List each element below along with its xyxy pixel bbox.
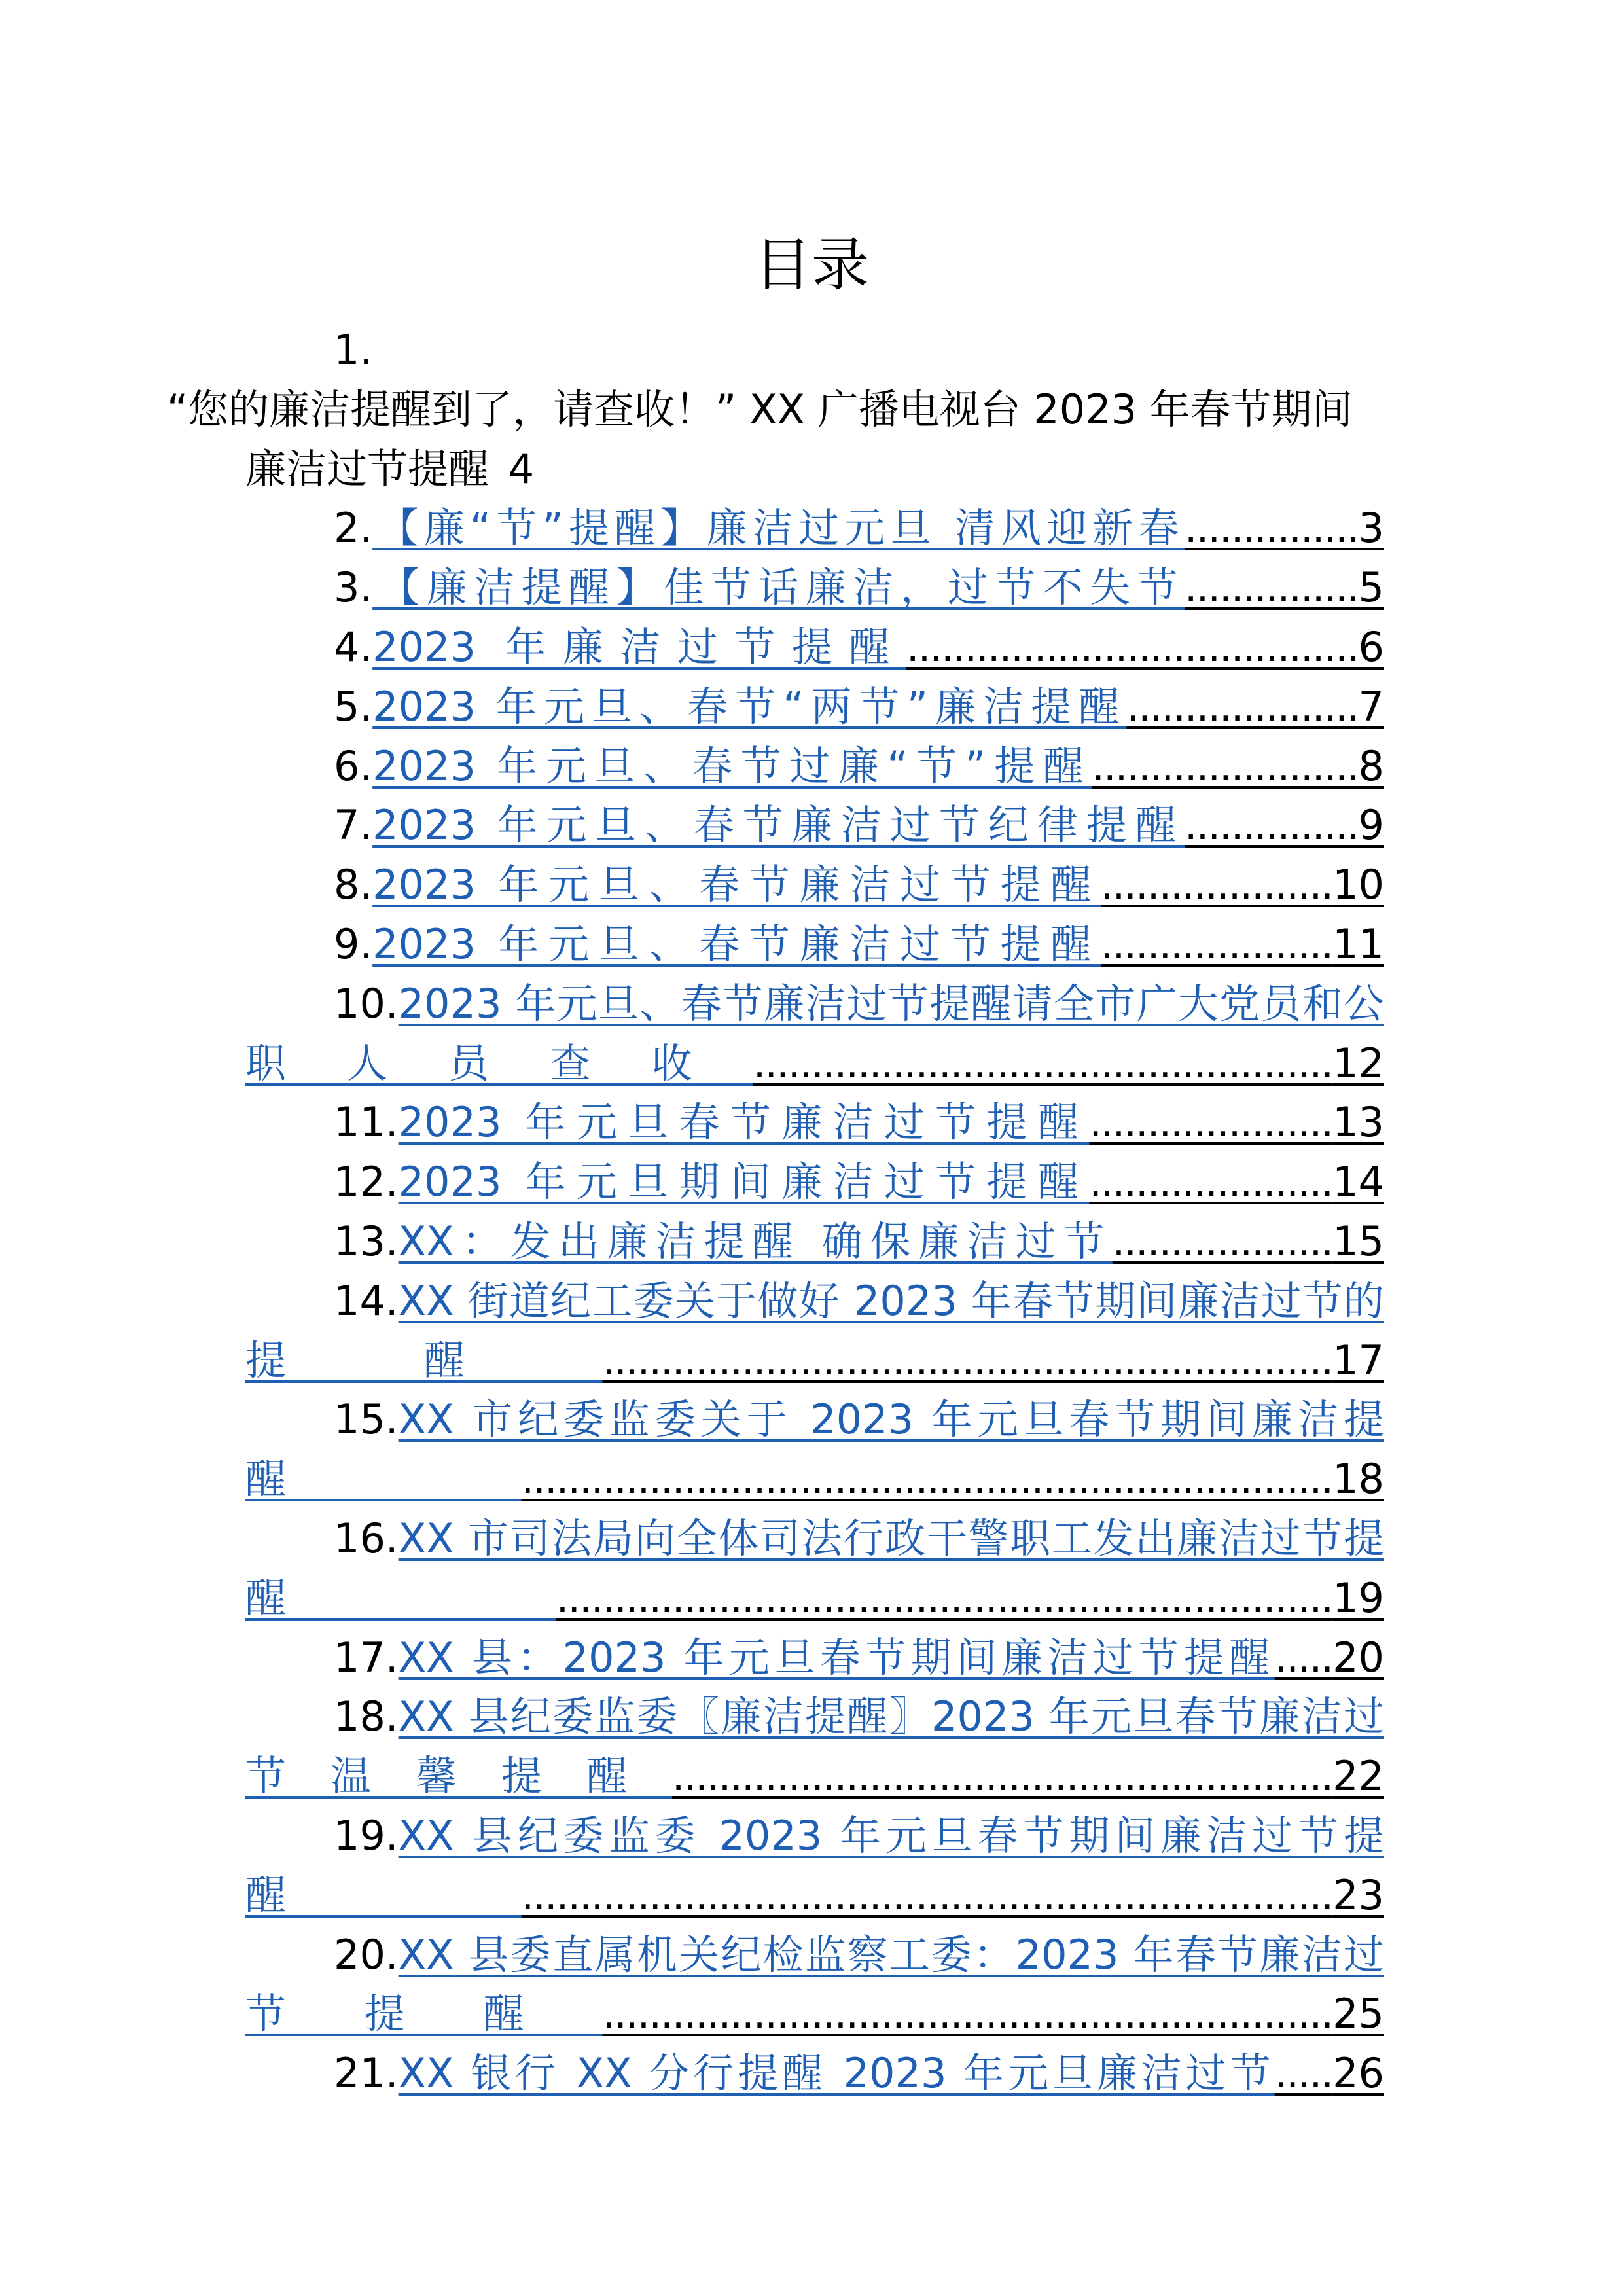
toc-entry-number: 7. xyxy=(334,801,373,850)
toc-leader-dots: ...................................................................... xyxy=(521,1871,1333,1919)
toc-leader-dots: ..... xyxy=(1274,2049,1333,2098)
toc-entry-page: 8 xyxy=(1358,742,1384,790)
toc-leader-dots: ....................... xyxy=(1092,742,1359,790)
toc-entry-link[interactable]: XX 县：2023 年元旦春节期间廉洁过节提醒 xyxy=(398,1633,1275,1681)
toc-entry xyxy=(245,1806,1384,1926)
toc-entry-page: 9 xyxy=(1358,801,1384,850)
toc-leader-dots: ............................................................... xyxy=(602,1990,1333,2038)
toc-leader-dots: ......................................................... xyxy=(671,1752,1333,1801)
toc-entry-link[interactable]: 2023 年元旦、春节廉洁过节纪律提醒 xyxy=(372,801,1185,850)
toc-entry-number: 13. xyxy=(334,1217,399,1265)
toc-entry xyxy=(245,499,1384,558)
toc-title: 目录 xyxy=(753,231,869,298)
toc-entry-link[interactable]: XX 市纪委监委关于 2023 年元旦春节期间廉洁提醒 xyxy=(245,1395,1384,1503)
toc-entry-page: 10 xyxy=(1332,861,1384,909)
toc-entry-link[interactable]: 2023 年元旦、春节廉洁过节提醒请全市广大党员和公职人员查收 xyxy=(245,979,1384,1087)
toc-entry-number: 19. xyxy=(334,1811,399,1859)
toc-entry-page: 14 xyxy=(1332,1158,1384,1206)
toc-entry-link[interactable]: XX 县委直属机关纪检监察工委：2023 年春节廉洁过节提醒 xyxy=(245,1930,1384,2038)
table-of-contents xyxy=(167,321,1384,2104)
toc-entry-link[interactable]: 【廉“节”提醒】廉洁过元旦 清风迎新春 xyxy=(372,504,1185,552)
toc-leader-dots: .................................................. xyxy=(753,1039,1333,1087)
toc-entry-number: 1. xyxy=(334,326,373,374)
toc-entry-number: 2. xyxy=(334,504,373,552)
toc-entry-link[interactable]: XX 县纪委监委〖廉洁提醒〗2023 年元旦春节廉洁过节温馨提醒 xyxy=(245,1693,1384,1801)
toc-leader-dots: ..... xyxy=(1274,1633,1333,1681)
toc-entry-number: 4. xyxy=(334,622,373,671)
toc-entry xyxy=(245,1093,1384,1153)
toc-entry xyxy=(245,1687,1384,1806)
toc-entry xyxy=(245,2044,1384,2104)
toc-entry-link[interactable]: 2023 年元旦期间廉洁过节提醒 xyxy=(398,1158,1090,1206)
toc-entry-link[interactable]: XX 街道纪工委关于做好 2023 年春节期间廉洁过节的提醒 xyxy=(245,1276,1384,1384)
toc-entry-number: 12. xyxy=(334,1158,399,1206)
toc-entry-page: 4 xyxy=(508,444,535,493)
toc-leader-dots: .................... xyxy=(1126,682,1359,730)
toc-entry-number: 21. xyxy=(334,2049,399,2098)
toc-entry-link[interactable]: 2023 年元旦、春节过廉“节”提醒 xyxy=(372,742,1092,790)
toc-entry-number: 11. xyxy=(334,1098,399,1147)
toc-entry-number: 18. xyxy=(334,1693,399,1741)
toc-entry-page: 11 xyxy=(1332,920,1384,968)
toc-entry-page: 15 xyxy=(1332,1217,1384,1265)
toc-entry-text: “您的廉洁提醒到了，请查收！” XX 广播电视台 2023 年春节期间廉洁过节提醒 xyxy=(167,385,1353,493)
toc-entry-page: 22 xyxy=(1332,1752,1384,1801)
toc-entry xyxy=(245,1509,1384,1628)
toc-entry-link[interactable]: XX 县纪委监委 2023 年元旦春节期间廉洁过节提醒 xyxy=(245,1811,1384,1919)
toc-entry xyxy=(245,915,1384,975)
toc-entry xyxy=(245,1212,1384,1272)
toc-leader-dots: ............... xyxy=(1184,504,1359,552)
toc-leader-dots: .................... xyxy=(1100,920,1333,968)
toc-entry-number: 16. xyxy=(334,1514,399,1562)
toc-entry xyxy=(245,975,1384,1094)
toc-entry-number: 17. xyxy=(334,1633,399,1681)
toc-entry-number: 14. xyxy=(334,1276,399,1325)
toc-leader-dots: .................... xyxy=(1100,861,1333,909)
toc-entry-number: 3. xyxy=(334,564,373,612)
toc-leader-dots: ................................................................... xyxy=(556,1573,1333,1622)
toc-entry-link[interactable]: 2023 年元旦、春节廉洁过节提醒 xyxy=(372,920,1101,968)
toc-leader-dots: ...................................................................... xyxy=(521,1455,1333,1503)
toc-entry-link[interactable]: XX 市司法局向全体司法行政干警职工发出廉洁过节提醒 xyxy=(245,1514,1384,1622)
toc-entry-number: 15. xyxy=(334,1395,399,1444)
toc-entry-number: 8. xyxy=(334,861,373,909)
toc-entry-link[interactable]: 【廉洁提醒】佳节话廉洁，过节不失节 xyxy=(372,564,1185,612)
toc-entry-page: 23 xyxy=(1332,1871,1384,1919)
toc-entry-link[interactable]: 2023 年元旦春节廉洁过节提醒 xyxy=(398,1098,1090,1147)
toc-entry-number: 6. xyxy=(334,742,373,790)
toc-entry-page: 5 xyxy=(1358,564,1384,612)
toc-entry-page: 12 xyxy=(1332,1039,1384,1087)
toc-entry-number: 5. xyxy=(334,682,373,730)
toc-entry-page: 25 xyxy=(1332,1990,1384,2038)
toc-entry xyxy=(245,618,1384,677)
toc-entry xyxy=(245,1628,1384,1688)
toc-leader-dots: ..................... xyxy=(1089,1158,1333,1206)
toc-entry xyxy=(245,1272,1384,1391)
toc-entry xyxy=(245,855,1384,915)
toc-entry xyxy=(245,737,1384,797)
toc-leader-dots: ............... xyxy=(1184,564,1359,612)
toc-entry-page: 3 xyxy=(1358,504,1384,552)
toc-entry-page: 18 xyxy=(1332,1455,1384,1503)
toc-entry xyxy=(245,796,1384,855)
toc-entry-page: 20 xyxy=(1332,1633,1384,1681)
toc-entry-link[interactable]: XX 银行 XX 分行提醒 2023 年元旦廉洁过节 xyxy=(398,2049,1275,2098)
toc-entry xyxy=(245,1153,1384,1212)
toc-entry-page: 13 xyxy=(1332,1098,1384,1147)
toc-entry-link[interactable]: XX：发出廉洁提醒 确保廉洁过节 xyxy=(398,1217,1113,1265)
toc-entry-page: 7 xyxy=(1358,682,1384,730)
toc-entry xyxy=(167,321,1384,499)
toc-entry xyxy=(245,1390,1384,1509)
toc-entry-link[interactable]: 2023 年元旦、春节“两节”廉洁提醒 xyxy=(372,682,1127,730)
toc-entry-page: 26 xyxy=(1332,2049,1384,2098)
toc-entry-number: 9. xyxy=(334,920,373,968)
toc-entry xyxy=(245,558,1384,618)
toc-entry-page: 19 xyxy=(1332,1573,1384,1622)
toc-entry-number: 20. xyxy=(334,1930,399,1979)
toc-leader-dots: ................... xyxy=(1112,1217,1333,1265)
toc-leader-dots: ..................... xyxy=(1089,1098,1333,1147)
toc-leader-dots: ............................................................... xyxy=(602,1336,1333,1384)
toc-entry-page: 17 xyxy=(1332,1336,1384,1384)
toc-entry-link[interactable]: 2023 年廉洁过节提醒 xyxy=(372,622,906,671)
toc-entry xyxy=(245,1926,1384,2045)
toc-entry xyxy=(245,677,1384,737)
toc-leader-dots: ....................................... xyxy=(906,622,1359,671)
toc-entry-link[interactable]: 2023 年元旦、春节廉洁过节提醒 xyxy=(372,861,1101,909)
toc-entry-number: 10. xyxy=(334,979,399,1028)
toc-leader-dots: ............... xyxy=(1184,801,1359,850)
toc-entry-page: 6 xyxy=(1358,622,1384,671)
